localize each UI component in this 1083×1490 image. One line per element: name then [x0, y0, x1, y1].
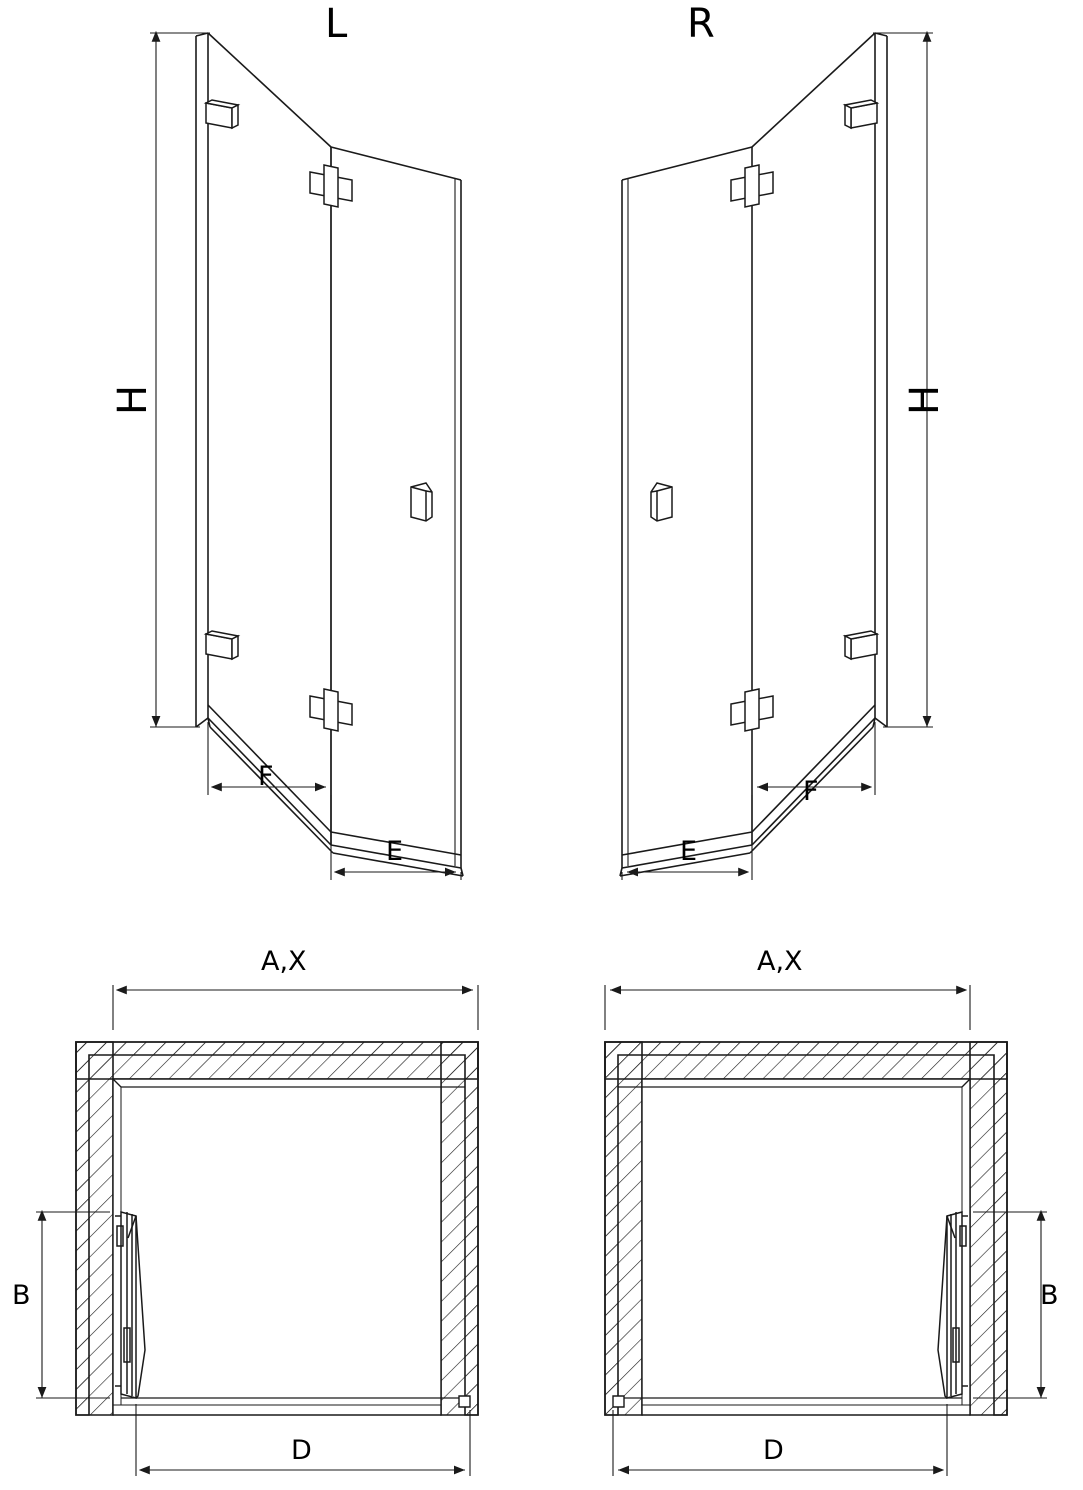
label-plan-width-right: A,X	[757, 946, 803, 977]
label-variant-right: R	[687, 1, 715, 47]
left-hinge-set	[206, 100, 352, 731]
right-hinge-set	[731, 100, 877, 731]
label-plan-width-left: A,X	[261, 946, 307, 977]
label-plan-depth-left: B	[12, 1280, 31, 1311]
label-plan-opening-left: D	[291, 1435, 312, 1466]
right-width-dimensions	[622, 722, 875, 880]
left-height-dimension	[150, 33, 210, 727]
left-width-dimensions	[208, 722, 461, 880]
right-door-handle	[651, 483, 672, 521]
label-width-door-right: E	[680, 836, 698, 867]
label-width-door-left: E	[386, 836, 404, 867]
left-plan-view	[36, 985, 478, 1476]
label-width-front-left: F	[258, 761, 274, 792]
label-variant-left: L	[325, 1, 348, 47]
label-height-left: H	[110, 384, 156, 416]
label-height-right: H	[902, 384, 948, 416]
left-door-handle	[411, 483, 432, 521]
left-isometric-view	[196, 33, 463, 876]
label-plan-depth-right: B	[1040, 1280, 1059, 1311]
label-plan-opening-right: D	[763, 1435, 784, 1466]
label-width-front-right: F	[803, 776, 819, 807]
right-isometric-view	[620, 33, 887, 876]
right-plan-view	[605, 985, 1047, 1476]
